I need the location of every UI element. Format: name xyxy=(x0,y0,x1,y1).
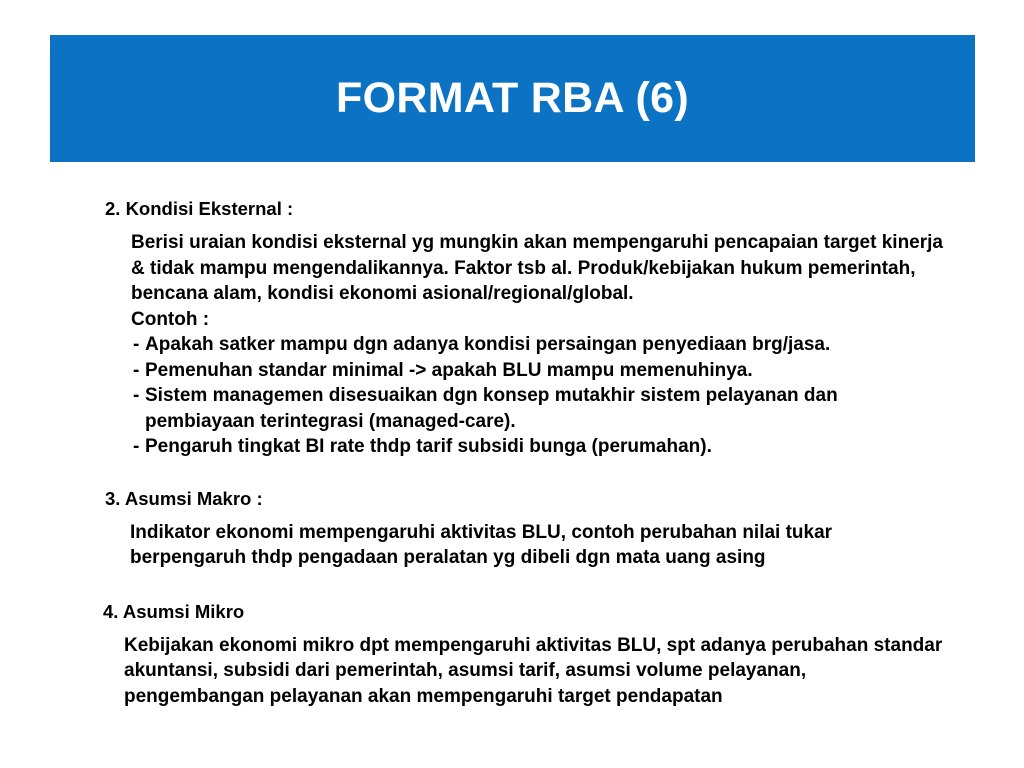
section-heading-3: 3. Asumsi Makro : xyxy=(105,487,263,509)
section-heading-2: 2. Kondisi Eksternal : xyxy=(105,198,294,219)
list-item-label: Apakah satker mampu dgn adanya kondisi persaingan penyediaan brg/jasa. xyxy=(145,334,831,355)
list-item-label: Sistem managemen disesuaikan dgn konsep mutakhir sistem pelayanan dan pembiayaan terintegrasi (managed-care). xyxy=(145,385,838,432)
section-heading-4: 4. Asumsi Mikro xyxy=(103,600,245,622)
spacer xyxy=(0,571,1024,599)
section-asumsi-mikro xyxy=(0,599,1024,710)
slide-title-banner xyxy=(50,35,975,162)
list-item xyxy=(133,383,943,434)
spacer xyxy=(0,512,1024,520)
spacer xyxy=(0,460,1024,486)
list-item xyxy=(133,358,943,384)
spacer xyxy=(0,222,1024,230)
list-item-label: Pemenuhan standar minimal -> apakah BLU mampu memenuhinya. xyxy=(145,359,753,381)
dash-bullet-icon: - xyxy=(133,385,140,406)
section-2-paragraph: Berisi uraian kondisi eksternal yg mungkin akan mempengaruhi pencapaian target kinerja & tidak mampu mengendalikannya. Faktor tsb al. Produk/kebijakan hukum pemerintah, bencana alam, kondisi ekonomi asional/regional/global. xyxy=(131,232,943,304)
list-item xyxy=(133,434,943,460)
slide-content xyxy=(0,196,1024,709)
list-item xyxy=(133,332,943,358)
section-3-paragraph: Indikator ekonomi mempengaruhi aktivitas BLU, contoh perubahan nilai tukar berpengaruh thdp pengadaan peralatan yg dibeli dgn mata uang asing xyxy=(130,521,833,568)
section-kondisi-eksternal xyxy=(0,196,1024,460)
section-asumsi-makro xyxy=(0,486,1024,571)
dash-bullet-icon: - xyxy=(133,334,140,355)
section-2-bullet-list xyxy=(0,332,1024,460)
spacer xyxy=(0,625,1024,633)
section-2-sublabel-contoh: Contoh : xyxy=(131,308,210,330)
section-4-paragraph: Kebijakan ekonomi mikro dpt mempengaruhi aktivitas BLU, spt adanya perubahan standar akuntansi, subsidi dari pemerintah, asumsi tarif, asumsi volume pelayanan, pengembangan pelayanan akan mempengaruhi target pendapatan xyxy=(124,634,943,707)
page-title: FORMAT RBA (6) xyxy=(336,73,689,122)
list-item-label: Pengaruh tingkat BI rate thdp tarif subsidi bunga (perumahan). xyxy=(145,436,712,457)
dash-bullet-icon: - xyxy=(133,359,140,381)
dash-bullet-icon: - xyxy=(133,436,140,457)
